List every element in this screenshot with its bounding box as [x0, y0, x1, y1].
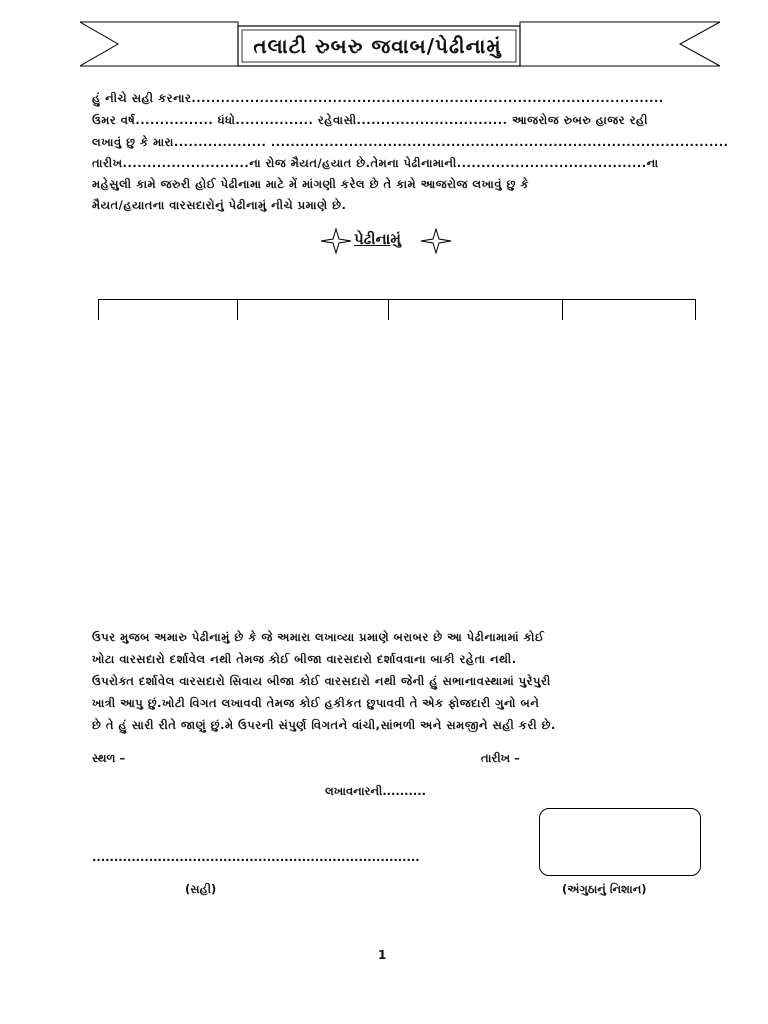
intro-line-3: લખાવું છુ કે મારા................... ..............................................................................................	[92, 135, 729, 149]
place-label: સ્થળ –	[92, 751, 126, 765]
family-tree-table	[98, 299, 696, 320]
thumbprint-box	[539, 808, 701, 876]
signature-label: (સહી)	[185, 882, 217, 896]
table-column-divider	[695, 300, 696, 320]
declaration-line-1: ઉપર મુજબ અમારુ પેઢીનામું છે કે જે અમારા લખાવ્યા પ્રમાણે બરાબર છે આ પેઢીનામામાં કોઈ	[92, 630, 545, 644]
table-column-divider	[98, 300, 99, 320]
page-number: 1	[378, 948, 387, 962]
section-title: પેઢીનામું	[354, 230, 401, 248]
intro-line-4: તારીખ..........................ના રોજ મૈયત/હયાત છે.તેમના પેઢીનામાની.......................................ના	[92, 156, 659, 170]
declaration-line-5: છે તે હું સારી રીતે જાણું છું.મે ઉપરની સંપુર્ણ વિગતને વાંચી,સાંભળી અને સમજીને સહી કરી છે.	[92, 718, 556, 732]
document-title: તલાટી રુબરુ જવાબ/પેઢીનામું	[253, 34, 502, 58]
declaration-line-3: ઉપરોક્ત દર્શાવેલ વારસદારો સિવાય બીજા કોઈ વારસદારો નથી જેની હું સભાનાવસ્થામાં પુરેપુરી	[92, 674, 551, 688]
table-column-divider	[562, 300, 563, 320]
intro-line-6: મૈયત/હયાતના વારસદારોનું પેઢીનામું નીચે પ્રમાણે છે.	[92, 198, 347, 212]
table-column-divider	[237, 300, 238, 320]
intro-line-5: મહેસુલી કામે જરુરી હોઈ પેઢીનામા માટે મેં માંગણી કરેલ છે તે કામે આજરોજ લખાવું છુ કે	[92, 177, 530, 191]
declaration-line-4: ખાત્રી આપુ છું.ખોટી વિગત લખાવવી તેમજ કોઈ હકીકત છુપાવવી તે એક ફોજદારી ગુનો બને	[92, 696, 540, 710]
declaration-line-2: ખોટા વારસદારો દર્શાવેલ નથી તેમજ કોઈ બીજા વારસદારો દર્શાવવાના બાકી રહેતા નથી.	[92, 652, 517, 666]
thumbprint-label: (અંગુઠાનું નિશાન)	[562, 882, 647, 896]
writer-label: લખાવનારની..........	[325, 784, 427, 798]
star-right-icon	[420, 228, 452, 254]
star-left-icon	[320, 228, 352, 254]
intro-line-1: હું નીચે સહી કરનાર.................................................................................................	[92, 91, 664, 105]
section-heading	[320, 224, 450, 258]
date-label: તારીખ –	[481, 751, 520, 765]
signature-line: ...........................................................................	[92, 850, 420, 864]
table-column-divider	[388, 300, 389, 320]
intro-line-2: ઉમર વર્ષ................ ધંધો................ રહેવાસી............................... આજરોજ રુબરુ હાજર રહી	[92, 113, 649, 127]
